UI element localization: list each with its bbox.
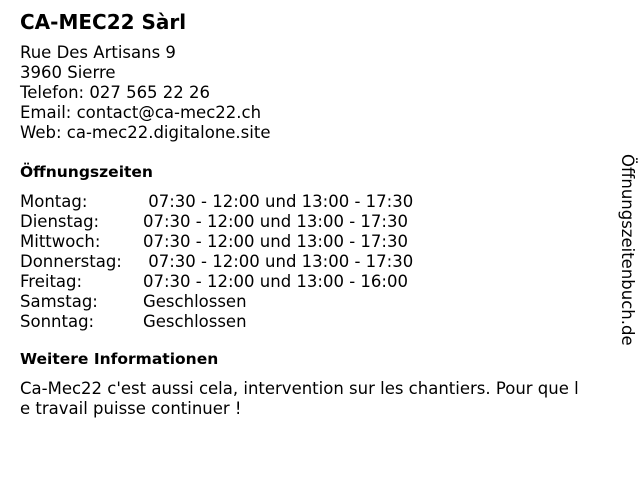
hours-value: 07:30 - 12:00 und 13:00 - 16:00 (143, 272, 408, 291)
web-line: Web: ca-mec22.digitalone.site (20, 123, 271, 142)
hours-day: Freitag: (20, 272, 83, 291)
email-line: Email: contact@ca-mec22.ch (20, 103, 262, 122)
hours-row-thursday (20, 252, 590, 272)
hours-row-wednesday (20, 232, 590, 252)
more-info-text: Ca-Mec22 c'est aussi cela, intervention sur les chantiers. Pour que le travail puisse continuer ! (20, 379, 579, 418)
hours-value: 07:30 - 12:00 und 13:00 - 17:30 (143, 212, 408, 231)
hours-value: 07:30 - 12:00 und 13:00 - 17:30 (143, 192, 414, 211)
opening-hours-table (20, 192, 590, 332)
hours-day: Dienstag: (20, 212, 100, 231)
watermark (612, 135, 640, 365)
company-name: CA-MEC22 Sàrl (20, 10, 187, 34)
business-card (20, 10, 590, 419)
hours-row-monday (20, 192, 590, 212)
hours-row-tuesday (20, 212, 590, 232)
phone-line: Telefon: 027 565 22 26 (20, 83, 211, 102)
hours-value: 07:30 - 12:00 und 13:00 - 17:30 (143, 252, 414, 271)
hours-row-friday (20, 272, 590, 292)
more-info-heading: Weitere Informationen (20, 350, 219, 368)
hours-day: Sonntag: (20, 312, 95, 331)
address-street: Rue Des Artisans 9 (20, 43, 176, 62)
hours-day: Montag: (20, 192, 88, 211)
hours-value: Geschlossen (143, 312, 247, 331)
address-city: 3960 Sierre (20, 63, 116, 82)
hours-day: Samstag: (20, 292, 98, 311)
hours-row-sunday (20, 312, 590, 332)
opening-hours-heading: Öffnungszeiten (20, 163, 153, 181)
hours-row-saturday (20, 292, 590, 312)
hours-day: Donnerstag: (20, 252, 122, 271)
watermark-text: Öffnungszeitenbuch.de (618, 154, 637, 346)
hours-day: Mittwoch: (20, 232, 101, 251)
hours-value: 07:30 - 12:00 und 13:00 - 17:30 (143, 232, 408, 251)
hours-value: Geschlossen (143, 292, 247, 311)
